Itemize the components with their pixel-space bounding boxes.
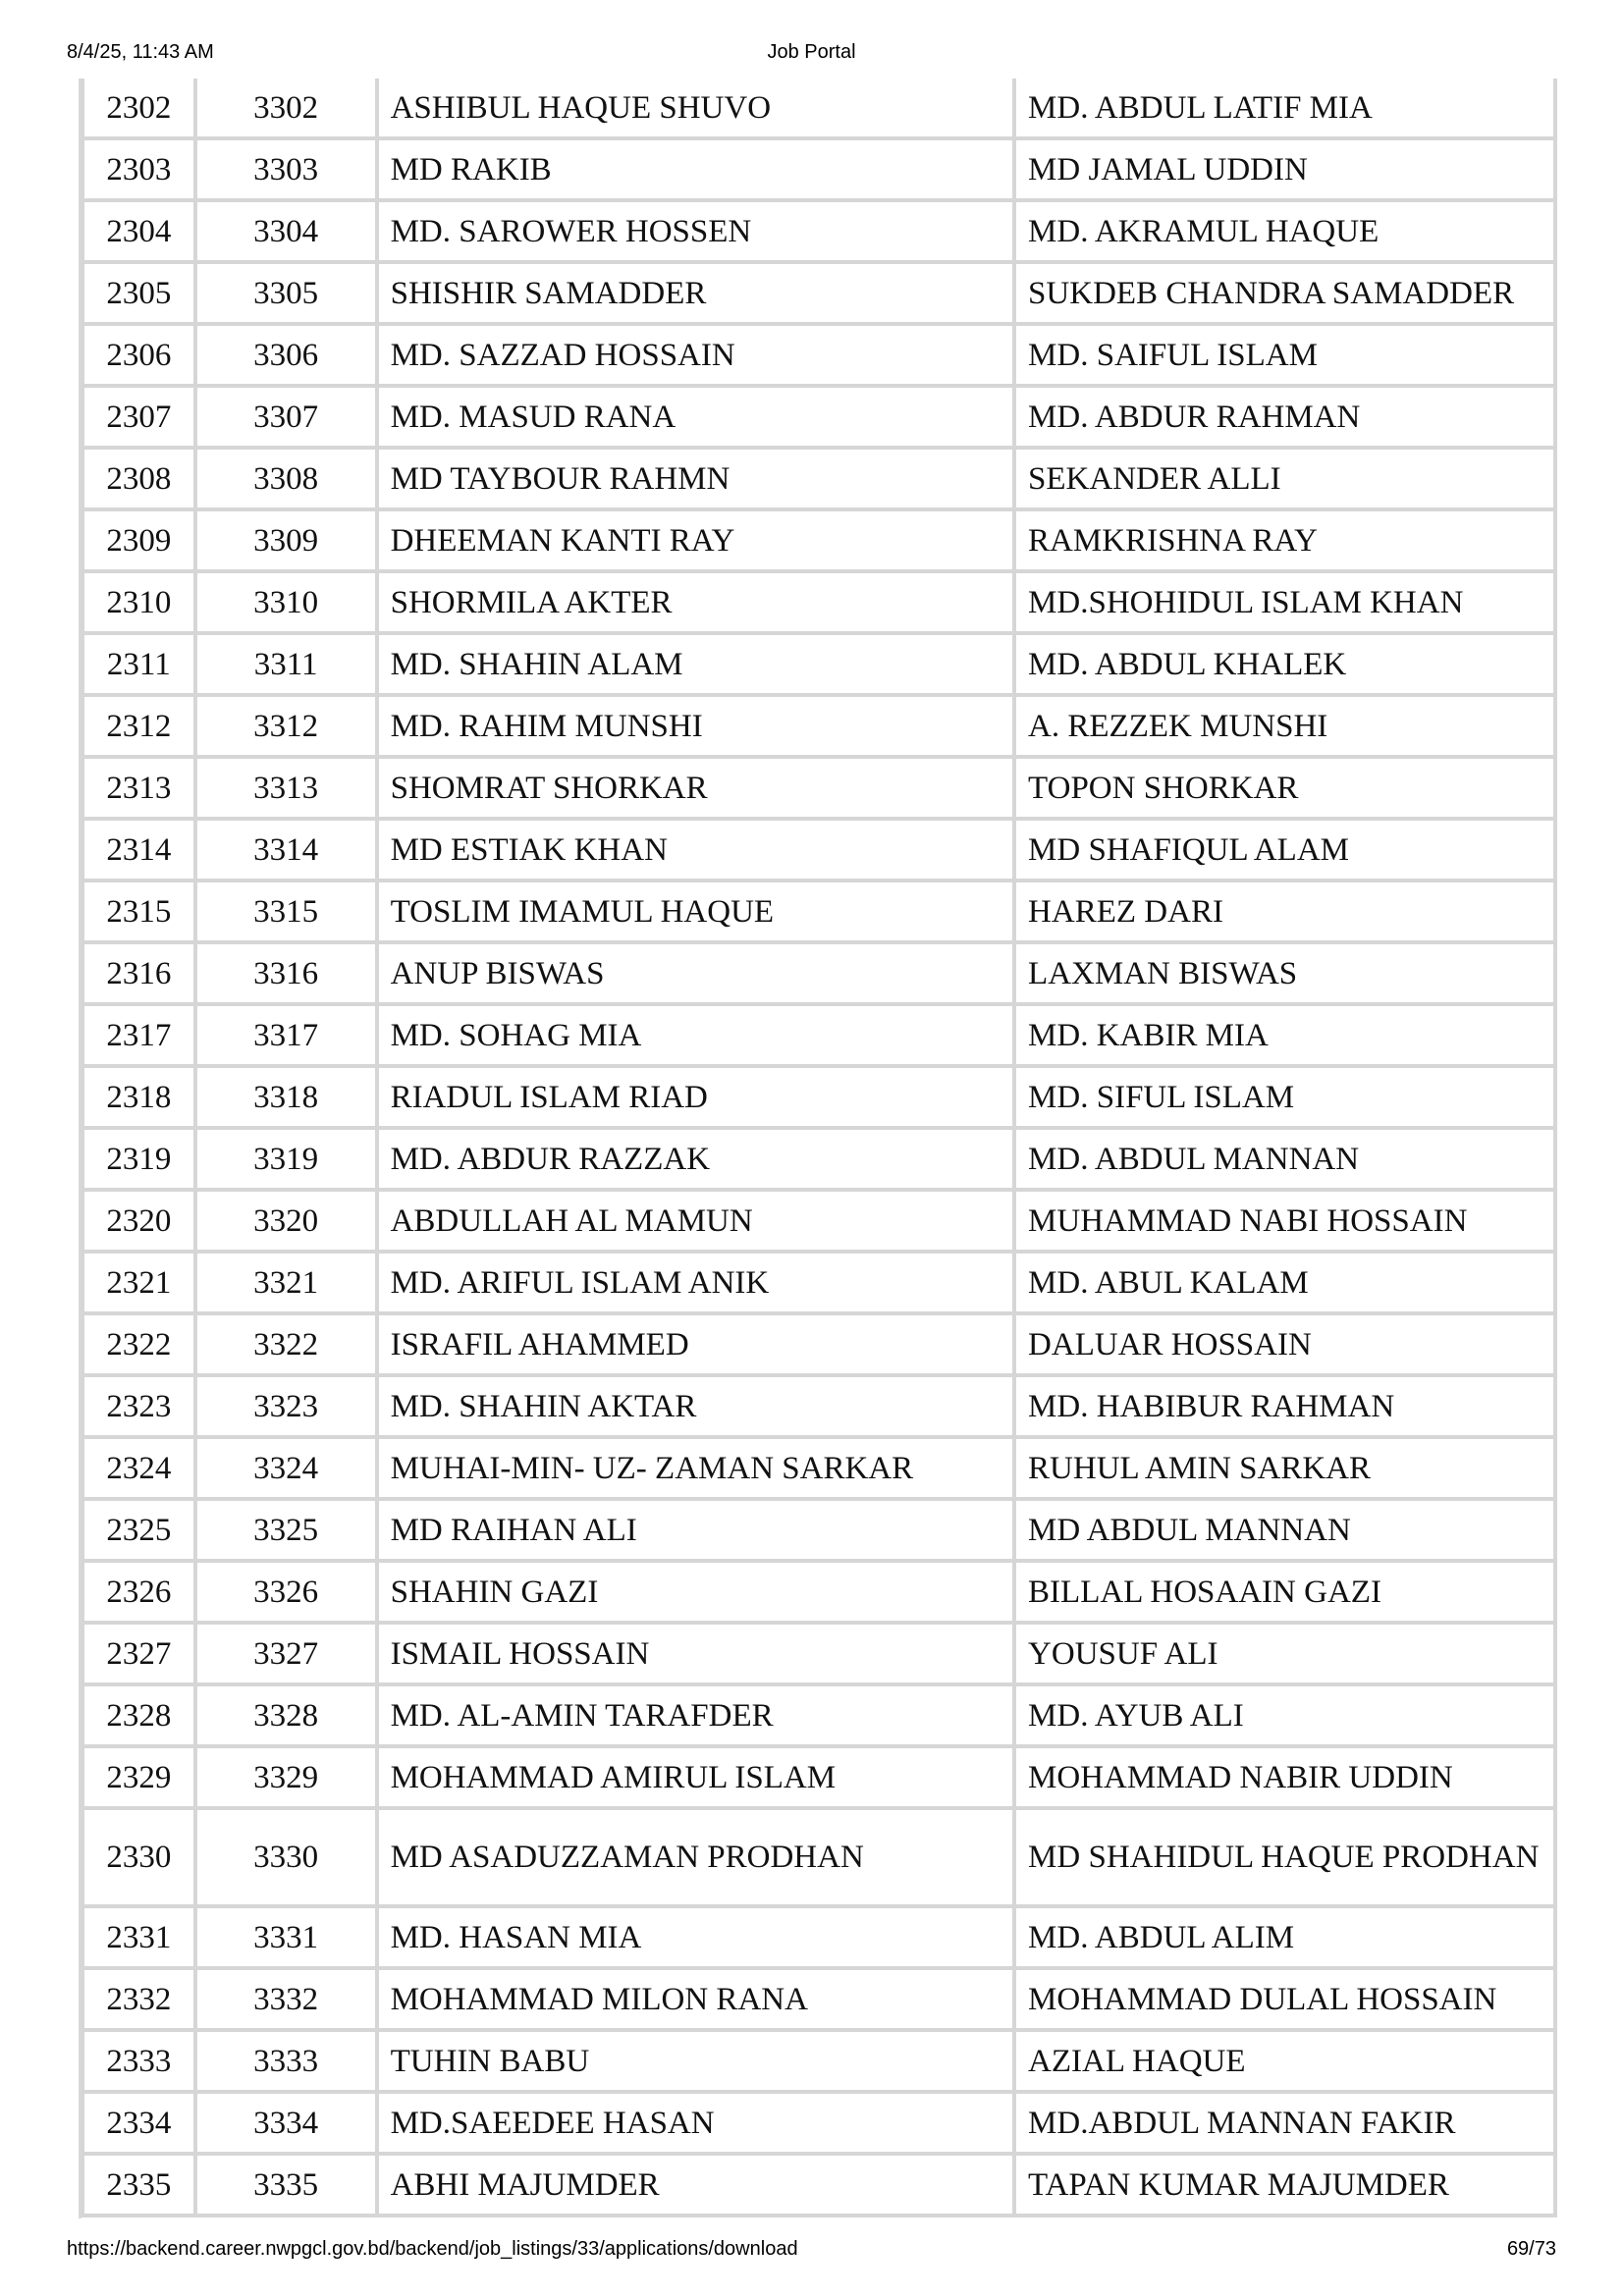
father-name-cell: RUHUL AMIN SARKAR [1016,1439,1557,1501]
name-cell: SHOMRAT SHORKAR [379,759,1016,821]
father-name-cell: LAXMAN BISWAS [1016,944,1557,1006]
name-cell: DHEEMAN KANTI RAY [379,511,1016,573]
name-cell: MD. ABDUR RAZZAK [379,1130,1016,1192]
father-name-cell: MD.SHOHIDUL ISLAM KHAN [1016,573,1557,635]
table-row [81,450,1557,511]
roll-cell: 3302 [197,79,379,140]
name-cell: ANUP BISWAS [379,944,1016,1006]
father-name-cell: TAPAN KUMAR MAJUMDER [1016,2156,1557,2217]
father-name-cell: MD. SAIFUL ISLAM [1016,326,1557,388]
name-cell: MD. HASAN MIA [379,1908,1016,1970]
serial-cell: 2322 [81,1315,197,1377]
roll-cell: 3332 [197,1970,379,2032]
serial-cell: 2329 [81,1748,197,1810]
roll-cell: 3321 [197,1254,379,1315]
table-row [81,1254,1557,1315]
father-name-cell: MD JAMAL UDDIN [1016,140,1557,202]
serial-cell: 2330 [81,1810,197,1908]
serial-cell: 2310 [81,573,197,635]
serial-cell: 2321 [81,1254,197,1315]
table-row [81,1501,1557,1563]
name-cell: MD. RAHIM MUNSHI [379,697,1016,759]
name-cell: MOHAMMAD AMIRUL ISLAM [379,1748,1016,1810]
name-cell: RIADUL ISLAM RIAD [379,1068,1016,1130]
serial-cell: 2328 [81,1686,197,1748]
serial-cell: 2327 [81,1625,197,1686]
name-cell: MD TAYBOUR RAHMN [379,450,1016,511]
name-cell: SHAHIN GAZI [379,1563,1016,1625]
table-row [81,388,1557,450]
roll-cell: 3335 [197,2156,379,2217]
father-name-cell: SEKANDER ALLI [1016,450,1557,511]
serial-cell: 2313 [81,759,197,821]
name-cell: MD. SHAHIN ALAM [379,635,1016,697]
serial-cell: 2331 [81,1908,197,1970]
table-row [81,1563,1557,1625]
table-row [81,635,1557,697]
print-datetime: 8/4/25, 11:43 AM [67,41,214,63]
name-cell: ISRAFIL AHAMMED [379,1315,1016,1377]
serial-cell: 2304 [81,202,197,264]
table-row [81,1006,1557,1068]
table-row [81,1686,1557,1748]
serial-cell: 2335 [81,2156,197,2217]
roll-cell: 3324 [197,1439,379,1501]
table-row [81,1130,1557,1192]
name-cell: MD RAKIB [379,140,1016,202]
roll-cell: 3330 [197,1810,379,1908]
roll-cell: 3325 [197,1501,379,1563]
roll-cell: 3310 [197,573,379,635]
father-name-cell: MD. SIFUL ISLAM [1016,1068,1557,1130]
roll-cell: 3303 [197,140,379,202]
name-cell: MOHAMMAD MILON RANA [379,1970,1016,2032]
name-cell: TOSLIM IMAMUL HAQUE [379,882,1016,944]
name-cell: MD. AL-AMIN TARAFDER [379,1686,1016,1748]
table-row [81,79,1557,140]
father-name-cell: DALUAR HOSSAIN [1016,1315,1557,1377]
roll-cell: 3313 [197,759,379,821]
table-row [81,821,1557,882]
father-name-cell: MD ABDUL MANNAN [1016,1501,1557,1563]
applicants-table-body [81,79,1557,2217]
table-row [81,1970,1557,2032]
table-row [81,1908,1557,1970]
serial-cell: 2333 [81,2032,197,2094]
serial-cell: 2326 [81,1563,197,1625]
serial-cell: 2308 [81,450,197,511]
table-row [81,573,1557,635]
name-cell: MD. SAZZAD HOSSAIN [379,326,1016,388]
roll-cell: 3306 [197,326,379,388]
roll-cell: 3307 [197,388,379,450]
name-cell: MD. SOHAG MIA [379,1006,1016,1068]
father-name-cell: MD. AKRAMUL HAQUE [1016,202,1557,264]
father-name-cell: MD. ABDUL MANNAN [1016,1130,1557,1192]
roll-cell: 3319 [197,1130,379,1192]
father-name-cell: HAREZ DARI [1016,882,1557,944]
serial-cell: 2323 [81,1377,197,1439]
name-cell: ABHI MAJUMDER [379,2156,1016,2217]
roll-cell: 3305 [197,264,379,326]
name-cell: MD. MASUD RANA [379,388,1016,450]
father-name-cell: MD SHAFIQUL ALAM [1016,821,1557,882]
serial-cell: 2332 [81,1970,197,2032]
table-row [81,697,1557,759]
roll-cell: 3311 [197,635,379,697]
table-row [81,1625,1557,1686]
father-name-cell: MD. KABIR MIA [1016,1006,1557,1068]
serial-cell: 2314 [81,821,197,882]
roll-cell: 3328 [197,1686,379,1748]
serial-cell: 2303 [81,140,197,202]
page-title: Job Portal [767,41,856,63]
serial-cell: 2318 [81,1068,197,1130]
name-cell: ISMAIL HOSSAIN [379,1625,1016,1686]
serial-cell: 2315 [81,882,197,944]
table-row [81,759,1557,821]
table-row [81,1068,1557,1130]
name-cell: MUHAI-MIN- UZ- ZAMAN SARKAR [379,1439,1016,1501]
name-cell: MD RAIHAN ALI [379,1501,1016,1563]
serial-cell: 2334 [81,2094,197,2156]
table-row [81,1377,1557,1439]
roll-cell: 3316 [197,944,379,1006]
roll-cell: 3308 [197,450,379,511]
table-row [81,1315,1557,1377]
serial-cell: 2320 [81,1192,197,1254]
serial-cell: 2306 [81,326,197,388]
table-row [81,140,1557,202]
serial-cell: 2312 [81,697,197,759]
table-row [81,202,1557,264]
name-cell: TUHIN BABU [379,2032,1016,2094]
roll-cell: 3327 [197,1625,379,1686]
table-row [81,1192,1557,1254]
table-row [81,326,1557,388]
serial-cell: 2307 [81,388,197,450]
table-row [81,1810,1557,1908]
table-row [81,1748,1557,1810]
applicants-table [81,79,1557,2217]
roll-cell: 3326 [197,1563,379,1625]
table-row [81,944,1557,1006]
father-name-cell: MUHAMMAD NABI HOSSAIN [1016,1192,1557,1254]
page-number: 69/73 [1506,2238,1556,2260]
father-name-cell: AZIAL HAQUE [1016,2032,1557,2094]
roll-cell: 3304 [197,202,379,264]
father-name-cell: MD. ABDUL KHALEK [1016,635,1557,697]
father-name-cell: MD. ABDUL LATIF MIA [1016,79,1557,140]
roll-cell: 3320 [197,1192,379,1254]
serial-cell: 2305 [81,264,197,326]
name-cell: ASHIBUL HAQUE SHUVO [379,79,1016,140]
table-row [81,2156,1557,2217]
father-name-cell: MD. ABDUR RAHMAN [1016,388,1557,450]
roll-cell: 3331 [197,1908,379,1970]
father-name-cell: MD. ABUL KALAM [1016,1254,1557,1315]
table-row [81,882,1557,944]
name-cell: SHISHIR SAMADDER [379,264,1016,326]
father-name-cell: MD. AYUB ALI [1016,1686,1557,1748]
roll-cell: 3333 [197,2032,379,2094]
father-name-cell: MD. ABDUL ALIM [1016,1908,1557,1970]
table-row [81,511,1557,573]
father-name-cell: SUKDEB CHANDRA SAMADDER [1016,264,1557,326]
name-cell: SHORMILA AKTER [379,573,1016,635]
name-cell: MD. SAROWER HOSSEN [379,202,1016,264]
serial-cell: 2324 [81,1439,197,1501]
table-row [81,2094,1557,2156]
name-cell: ABDULLAH AL MAMUN [379,1192,1016,1254]
table-row [81,264,1557,326]
roll-cell: 3329 [197,1748,379,1810]
father-name-cell: RAMKRISHNA RAY [1016,511,1557,573]
roll-cell: 3322 [197,1315,379,1377]
father-name-cell: MOHAMMAD NABIR UDDIN [1016,1748,1557,1810]
table-row [81,2032,1557,2094]
name-cell: MD. SHAHIN AKTAR [379,1377,1016,1439]
table-row [81,1439,1557,1501]
father-name-cell: MD. HABIBUR RAHMAN [1016,1377,1557,1439]
serial-cell: 2319 [81,1130,197,1192]
roll-cell: 3315 [197,882,379,944]
name-cell: MD ASADUZZAMAN PRODHAN [379,1810,1016,1908]
roll-cell: 3314 [197,821,379,882]
father-name-cell: MOHAMMAD DULAL HOSSAIN [1016,1970,1557,2032]
serial-cell: 2317 [81,1006,197,1068]
roll-cell: 3312 [197,697,379,759]
source-url: https://backend.career.nwpgcl.gov.bd/backend/job_listings/33/applications/download [67,2238,798,2260]
father-name-cell: MD.ABDUL MANNAN FAKIR [1016,2094,1557,2156]
father-name-cell: A. REZZEK MUNSHI [1016,697,1557,759]
serial-cell: 2302 [81,79,197,140]
roll-cell: 3334 [197,2094,379,2156]
serial-cell: 2311 [81,635,197,697]
serial-cell: 2309 [81,511,197,573]
serial-cell: 2316 [81,944,197,1006]
roll-cell: 3317 [197,1006,379,1068]
father-name-cell: MD SHAHIDUL HAQUE PRODHAN [1016,1810,1557,1908]
roll-cell: 3323 [197,1377,379,1439]
name-cell: MD ESTIAK KHAN [379,821,1016,882]
roll-cell: 3309 [197,511,379,573]
name-cell: MD. ARIFUL ISLAM ANIK [379,1254,1016,1315]
father-name-cell: TOPON SHORKAR [1016,759,1557,821]
serial-cell: 2325 [81,1501,197,1563]
name-cell: MD.SAEEDEE HASAN [379,2094,1016,2156]
father-name-cell: YOUSUF ALI [1016,1625,1557,1686]
father-name-cell: BILLAL HOSAAIN GAZI [1016,1563,1557,1625]
roll-cell: 3318 [197,1068,379,1130]
